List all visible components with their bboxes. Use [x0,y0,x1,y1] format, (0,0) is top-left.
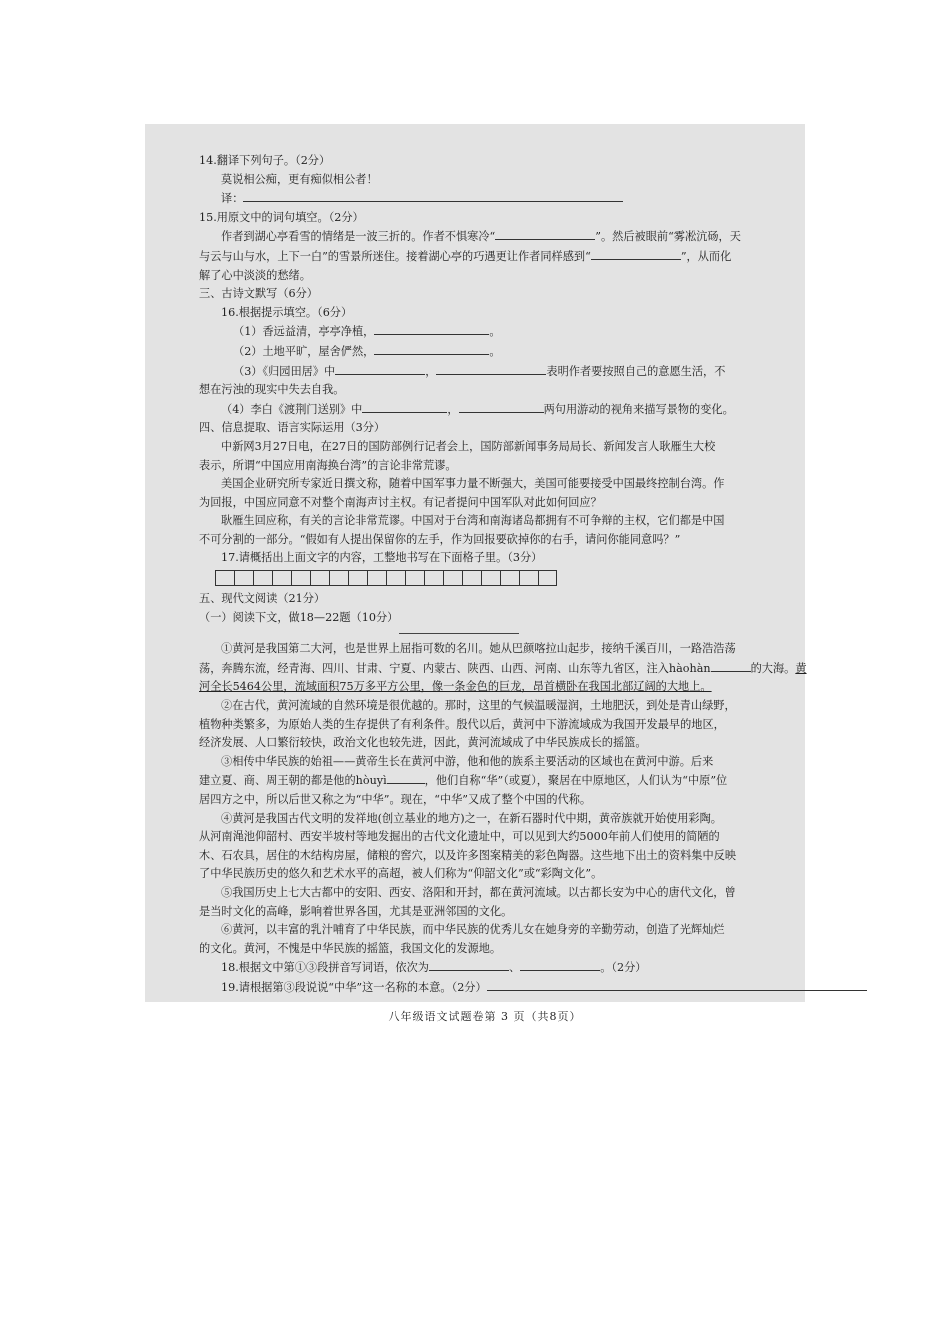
grid-cell[interactable] [329,570,348,586]
text-segment: 美国企业研究所专家近日撰文称，随着中国军事力量不断强大，美国可能要接受中国最终控制台湾。作 [221,477,725,491]
text-segment: ⑥黄河，以丰富的乳汁哺育了中华民族，而中华民族的优秀儿女在她身旁的辛勤劳动，创造了光辉灿烂 [221,923,725,937]
text-segment: 解了心中淡淡的愁绪。 [199,268,311,282]
text-line-a4d [199,865,771,884]
text-segment: 木、石农具，居住的木结构房屋，储粮的窖穴，以及许多图案精美的彩色陶器。这些地下出土的资料集中反映 [199,848,737,862]
text-line-q17 [199,549,771,568]
answer-blank[interactable] [387,771,425,784]
grid-cell[interactable] [500,570,519,586]
text-line-a1c [199,678,771,697]
text-line-q15c [199,267,771,286]
grid-cell[interactable] [405,570,424,586]
text-line-s3 [199,285,771,304]
text-line-a1a [199,640,771,659]
text-line-q14a [199,189,771,209]
text-segment: 的大海。 [750,661,796,675]
text-segment: 17.请概括出上面文字的内容，工整地书写在下面格子里。（3分） [221,551,543,565]
text-line-a4b [199,828,771,847]
text-line-a6b [199,940,771,959]
text-segment: ， [425,364,437,378]
text-segment: 黄 [795,661,807,675]
answer-blank[interactable] [374,342,489,355]
text-segment: 了中华民族历史的悠久和艺术水平的高超，被人们称为“仰韶文化”或“彩陶文化”。 [199,867,603,881]
text-segment: 译： [221,192,244,206]
scanned-exam-page [145,124,807,1023]
text-line-p3b [199,531,771,550]
text-segment: ③相传中华民族的始祖——黄帝生长在黄河中游，他和他的族系主要活动的区域也在黄河中游。后来 [221,754,714,768]
grid-cell[interactable] [538,570,557,586]
text-line-s5a [199,609,771,628]
text-segment: ①黄河是我国第二大河，也是世界上屈指可数的名川。她从巴颜喀拉山起步，接纳千溪百川，一路浩浩荡 [221,642,736,656]
text-segment: 居四方之中，所以后世又称之为“中华”。现在，“中华”又成了整个中国的代称。 [199,793,592,806]
text-segment: 、 [508,961,521,975]
text-segment: 的文化。黄河，不愧是中华民族的摇篮，我国文化的发源地。 [199,941,502,955]
text-segment: 。 [489,344,501,358]
answer-blank[interactable] [374,322,489,335]
text-segment: 四、信息提取、语言实际运用（3分） [199,421,386,435]
answer-blank[interactable] [520,958,600,971]
text-segment: 。 [489,325,501,339]
section-five-header [199,590,771,627]
text-segment: ，他们自称“华”（或夏），聚居在中原地区，人们认为“中原”位 [424,774,728,788]
questions-14-17 [199,152,771,568]
answer-blank[interactable] [362,400,447,413]
text-line-a6a [199,921,771,940]
text-segment: （2）土地平旷，屋舍俨然， [233,344,375,358]
text-segment: 三、古诗文默写（6分） [199,287,318,301]
text-segment: 表明作者要按照自己的意愿生活，不 [546,364,726,378]
text-segment: 荡，奔腾东流，经青海、四川、甘肃、宁夏、内蒙古、陕西、山西、河南、山东等九省区，注入hàohàn [199,661,711,675]
text-line-s4 [199,419,771,438]
grid-cell[interactable] [215,570,234,586]
text-segment: 五、现代文阅读（21分） [199,592,326,606]
text-segment: 莫说相公痴，更有痴似相公者！ [221,172,378,186]
text-segment: 16.根据提示填空。（6分） [221,305,353,319]
text-line-a3b [199,771,771,791]
text-line-a5b [199,903,771,922]
grid-cell[interactable] [443,570,462,586]
text-line-a2c [199,734,771,753]
text-line-a4a [199,810,771,829]
text-line-q15b [199,247,771,267]
text-line-p3a [199,512,771,531]
text-line-p1b [199,457,771,476]
text-segment: 19.请根据第③段说说“中华”这一名称的本意。（2分） [221,980,487,994]
text-line-q16a [199,322,771,342]
text-segment: 为回报，中国应同意不对整个南海声讨主权。有记者提问中国军队对此如何回应？ [199,495,602,509]
answer-blank[interactable] [459,400,544,413]
grid-cell[interactable] [462,570,481,586]
text-segment: （1）香远益清，亭亭净植， [233,325,375,339]
text-segment: 14.翻译下列句子。（2分） [199,154,331,167]
text-segment: 表示，所谓“中国应用南海换台湾”的言论非常荒谬。 [199,458,457,472]
grid-cell[interactable] [253,570,272,586]
answer-blank[interactable] [495,227,595,240]
answer-blank[interactable] [243,189,623,202]
grid-cell[interactable] [481,570,500,586]
text-segment: （3）《归园田居》中 [233,364,336,378]
answer-grid[interactable] [215,570,771,586]
text-segment: ⑤我国历史上七大古都中的安阳、西安、洛阳和开封，都在黄河流域。以古都长安为中心的唐代文化，曾 [221,885,736,899]
answer-blank[interactable] [335,362,425,375]
text-segment: 中新网3月27日电，在27日的国防部例行记者会上，国防部新闻事务局局长、新闻发言人耿雁生大校 [221,439,716,453]
text-segment: 。（2分） [600,961,647,975]
grid-cell[interactable] [234,570,253,586]
text-line-q16c [199,362,771,382]
text-line-p2a [199,475,771,494]
grid-cell[interactable] [519,570,538,586]
answer-blank[interactable] [591,247,681,260]
text-line-a1b [199,659,807,679]
answer-blank[interactable] [487,978,867,991]
text-line-q16c2 [199,381,771,400]
grid-cell[interactable] [424,570,443,586]
text-segment: 18.根据文中第①③段拼音写词语，依次为 [221,961,429,975]
answer-blank[interactable] [436,362,546,375]
text-line-a2a [199,697,771,716]
text-line-q15a [199,227,771,247]
text-line-s5 [199,590,771,609]
grid-cell[interactable] [310,570,329,586]
text-segment: ”，从而化 [680,249,732,263]
text-segment: 经济发展、人口繁衍较快，政治文化也较先进，因此，黄河流域成了中华民族成长的摇篮。 [199,736,647,750]
reading-article [199,640,807,997]
text-segment: ， [447,402,459,416]
text-segment: 作者到湖心亭看雪的情绪是一波三折的。作者不惧寒冷“ [221,230,496,244]
text-segment: ②在古代，黄河流域的自然环境是很优越的。那时，这里的气候温暖湿润，土地肥沃，到处是青山绿野， [221,699,736,713]
text-line-a3c [199,791,771,810]
text-line-q19 [199,978,771,998]
text-segment: 15.用原文中的词句填空。（2分） [199,210,364,224]
answer-blank[interactable] [429,958,509,971]
divider [399,633,519,634]
text-line-a2b [199,716,771,735]
grid-cell[interactable] [272,570,291,586]
grid-cell[interactable] [291,570,310,586]
text-line-q16 [199,304,771,323]
text-segment: 两句用游动的视角来描写景物的变化。 [543,402,734,416]
text-line-q16b [199,342,771,362]
text-line-p2b [199,494,771,513]
answer-blank[interactable] [711,659,751,672]
text-segment: 与云与山与水，上下一白”的雪景所迷住。接着湖心亭的巧遇更让作者同样感到“ [199,249,591,263]
grid-cell[interactable] [348,570,367,586]
text-line-q14 [199,152,771,171]
text-segment: 建立夏、商、周王朝的都是他的hòuyì [199,774,387,788]
text-segment: （4）李白《渡荆门送别》中 [221,402,363,416]
text-segment: ④黄河是我国古代文明的发祥地(创立基业的地方)之一，在新石器时代中期，黄帝族就开始使用彩陶。 [221,811,722,825]
grid-cell[interactable] [386,570,405,586]
text-segment: 从河南渑池仰韶村、西安半坡村等地发掘出的古代文化遗址中，可以见到大约5000年前人们使用的简陋的 [199,830,720,844]
text-line-a4c [199,847,771,866]
text-segment: 河全长5464公里，流域面积75万多平方公里，像一条金色的巨龙，昂首横卧在我国北部辽阔的大地上。 [199,680,712,694]
text-segment: 是当时文化的高峰，影响着世界各国，尤其是亚洲邻国的文化。 [199,904,513,918]
text-line-q18 [199,958,771,978]
text-line-a3a [199,753,771,772]
text-segment: （一）阅读下文，做18—22题（10分） [199,610,399,624]
text-line-q16d [199,400,771,420]
text-segment: ”。然后被眼前“雾凇沆砀，天 [595,230,741,244]
text-line-p1a [199,438,771,457]
text-segment: 耿雁生回应称，有关的言论非常荒谬。中国对于台湾和南海诸岛都拥有不可争辩的主权，它们都是中国 [221,514,725,528]
text-segment: 不可分割的一部分。“假如有人提出保留你的左手，作为回报要砍掉你的右手，请问你能同意吗？” [199,532,681,546]
text-segment: 想在污浊的现实中失去自我。 [199,383,345,397]
page-footer: 八年级语文试题卷第 3 页（共8页） [388,1009,582,1023]
text-line-q14s [199,171,771,190]
text-line-a5a [199,884,771,903]
grid-cell[interactable] [367,570,386,586]
text-segment: 植物种类繁多，为原始人类的生存提供了有利条件。殷代以后，黄河中下游流域成为我国开发最早的地区， [199,717,725,731]
text-line-q15 [199,209,771,228]
